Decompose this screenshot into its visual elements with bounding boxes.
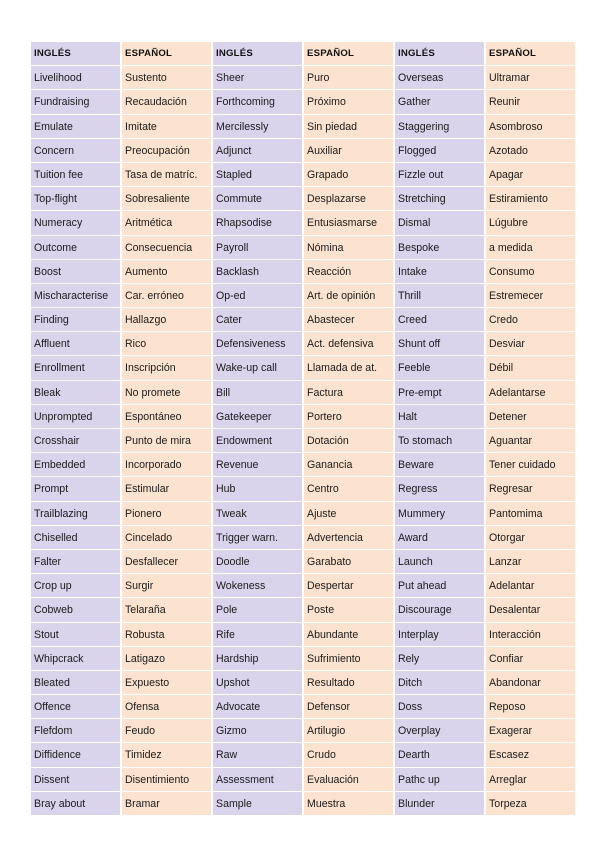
spanish-translation-cell: Telaraña (122, 598, 211, 622)
english-term-cell: Top-flight (31, 187, 120, 211)
english-term-cell: Affluent (31, 332, 120, 356)
vocabulary-table (31, 42, 568, 816)
english-term-cell: Upshot (213, 671, 302, 695)
spanish-translation-cell: Inscripción (122, 356, 211, 380)
spanish-translation-cell: Confiar (486, 647, 575, 671)
spanish-translation-cell: Sobresaliente (122, 187, 211, 211)
spanish-translation-cell: Nómina (304, 236, 393, 260)
spanish-translation-cell: Act. defensiva (304, 332, 393, 356)
english-term-cell: Hub (213, 477, 302, 501)
english-term-cell: Adjunct (213, 139, 302, 163)
english-term-cell: Cobweb (31, 598, 120, 622)
english-term-cell: Payroll (213, 236, 302, 260)
english-term-cell: Revenue (213, 453, 302, 477)
spanish-translation-cell: Exagerar (486, 719, 575, 743)
english-term-cell: Mummery (395, 502, 484, 526)
english-term-cell: Discourage (395, 598, 484, 622)
english-term-cell: Shunt off (395, 332, 484, 356)
spanish-translation-cell: Reunir (486, 90, 575, 114)
spanish-translation-cell: Llamada de at. (304, 356, 393, 380)
spanish-translation-cell: Despertar (304, 574, 393, 598)
spanish-translation-cell: Auxiliar (304, 139, 393, 163)
english-term-cell: Gather (395, 90, 484, 114)
spanish-translation-cell: Estimular (122, 477, 211, 501)
english-term-cell: Tweak (213, 502, 302, 526)
spanish-translation-cell: Desplazarse (304, 187, 393, 211)
spanish-translation-cell: Abandonar (486, 671, 575, 695)
spanish-translation-cell: Asombroso (486, 115, 575, 139)
spanish-translation-cell: Detener (486, 405, 575, 429)
english-term-cell: Hardship (213, 647, 302, 671)
spanish-translation-cell: Ganancia (304, 453, 393, 477)
english-term-cell: Interplay (395, 623, 484, 647)
spanish-translation-cell: Apagar (486, 163, 575, 187)
spanish-translation-cell: Defensor (304, 695, 393, 719)
spanish-translation-cell: Entusiasmarse (304, 211, 393, 235)
english-term-cell: Launch (395, 550, 484, 574)
english-term-cell: Op-ed (213, 284, 302, 308)
spanish-translation-cell: Escasez (486, 743, 575, 767)
spanish-translation-cell: Sustento (122, 66, 211, 90)
english-term-cell: Feeble (395, 356, 484, 380)
english-term-cell: Endowment (213, 429, 302, 453)
english-term-cell: Stapled (213, 163, 302, 187)
english-term-cell: Pathc up (395, 768, 484, 792)
english-term-cell: Whipcrack (31, 647, 120, 671)
english-term-cell: Rife (213, 623, 302, 647)
spanish-translation-cell: Timidez (122, 743, 211, 767)
spanish-translation-cell: Lúgubre (486, 211, 575, 235)
spanish-translation-cell: Factura (304, 381, 393, 405)
spanish-translation-cell: Tasa de matríc. (122, 163, 211, 187)
spanish-translation-cell: Poste (304, 598, 393, 622)
spanish-translation-cell: Portero (304, 405, 393, 429)
spanish-translation-cell: Expuesto (122, 671, 211, 695)
spanish-translation-cell: Pionero (122, 502, 211, 526)
english-term-cell: Tuition fee (31, 163, 120, 187)
spanish-translation-cell: Recaudación (122, 90, 211, 114)
spanish-translation-cell: Regresar (486, 477, 575, 501)
english-term-cell: Diffidence (31, 743, 120, 767)
english-term-cell: Fizzle out (395, 163, 484, 187)
english-term-cell: Mercilessly (213, 115, 302, 139)
spanish-translation-cell: Adelantar (486, 574, 575, 598)
english-term-cell: Bespoke (395, 236, 484, 260)
spanish-translation-cell: Evaluación (304, 768, 393, 792)
spanish-translation-cell: Credo (486, 308, 575, 332)
spanish-translation-cell: Rico (122, 332, 211, 356)
english-term-cell: Rely (395, 647, 484, 671)
english-term-cell: Falter (31, 550, 120, 574)
spanish-translation-cell: Sufrimiento (304, 647, 393, 671)
english-term-cell: Defensiveness (213, 332, 302, 356)
spanish-translation-cell: Disentimiento (122, 768, 211, 792)
spanish-header: ESPAÑOL (304, 42, 393, 66)
english-term-cell: Offence (31, 695, 120, 719)
english-term-cell: Finding (31, 308, 120, 332)
spanish-translation-cell: Dotación (304, 429, 393, 453)
spanish-translation-cell: Incorporado (122, 453, 211, 477)
english-term-cell: Ditch (395, 671, 484, 695)
spanish-translation-cell: Débil (486, 356, 575, 380)
english-term-cell: Gatekeeper (213, 405, 302, 429)
english-term-cell: Staggering (395, 115, 484, 139)
english-term-cell: Flefdom (31, 719, 120, 743)
spanish-translation-cell: Estremecer (486, 284, 575, 308)
spanish-header: ESPAÑOL (486, 42, 575, 66)
spanish-translation-cell: Ultramar (486, 66, 575, 90)
english-term-cell: Intake (395, 260, 484, 284)
english-term-cell: To stomach (395, 429, 484, 453)
english-term-cell: Overseas (395, 66, 484, 90)
spanish-translation-cell: Reacción (304, 260, 393, 284)
spanish-translation-cell: Aumento (122, 260, 211, 284)
spanish-translation-cell: Feudo (122, 719, 211, 743)
english-term-cell: Raw (213, 743, 302, 767)
english-term-cell: Sample (213, 792, 302, 816)
spanish-translation-cell: Ajuste (304, 502, 393, 526)
english-term-cell: Creed (395, 308, 484, 332)
english-term-cell: Thrill (395, 284, 484, 308)
english-term-cell: Bleak (31, 381, 120, 405)
english-term-cell: Bray about (31, 792, 120, 816)
english-term-cell: Flogged (395, 139, 484, 163)
spanish-translation-cell: Lanzar (486, 550, 575, 574)
english-term-cell: Overplay (395, 719, 484, 743)
english-term-cell: Wake-up call (213, 356, 302, 380)
spanish-translation-cell: Latigazo (122, 647, 211, 671)
english-term-cell: Backlash (213, 260, 302, 284)
english-term-cell: Doss (395, 695, 484, 719)
english-term-cell: Trailblazing (31, 502, 120, 526)
english-term-cell: Stout (31, 623, 120, 647)
spanish-translation-cell: Grapado (304, 163, 393, 187)
english-term-cell: Doodle (213, 550, 302, 574)
english-term-cell: Award (395, 526, 484, 550)
spanish-translation-cell: Arreglar (486, 768, 575, 792)
english-term-cell: Gizmo (213, 719, 302, 743)
spanish-translation-cell: Advertencia (304, 526, 393, 550)
spanish-translation-cell: Desviar (486, 332, 575, 356)
english-term-cell: Concern (31, 139, 120, 163)
english-term-cell: Boost (31, 260, 120, 284)
english-term-cell: Stretching (395, 187, 484, 211)
english-term-cell: Bill (213, 381, 302, 405)
english-term-cell: Sheer (213, 66, 302, 90)
spanish-translation-cell: a medida (486, 236, 575, 260)
spanish-translation-cell: Muestra (304, 792, 393, 816)
english-term-cell: Put ahead (395, 574, 484, 598)
english-term-cell: Beware (395, 453, 484, 477)
english-term-cell: Chiselled (31, 526, 120, 550)
spanish-translation-cell: Espontáneo (122, 405, 211, 429)
english-term-cell: Crop up (31, 574, 120, 598)
spanish-translation-cell: Bramar (122, 792, 211, 816)
english-term-cell: Wokeness (213, 574, 302, 598)
spanish-translation-cell: Surgir (122, 574, 211, 598)
english-term-cell: Pre-empt (395, 381, 484, 405)
spanish-translation-cell: Tener cuidado (486, 453, 575, 477)
english-term-cell: Assessment (213, 768, 302, 792)
spanish-translation-cell: Hallazgo (122, 308, 211, 332)
spanish-translation-cell: Estiramiento (486, 187, 575, 211)
spanish-translation-cell: Torpeza (486, 792, 575, 816)
english-header: INGLÉS (213, 42, 302, 66)
spanish-translation-cell: Robusta (122, 623, 211, 647)
english-term-cell: Halt (395, 405, 484, 429)
english-term-cell: Embedded (31, 453, 120, 477)
english-term-cell: Regress (395, 477, 484, 501)
spanish-translation-cell: Abastecer (304, 308, 393, 332)
english-term-cell: Enrollment (31, 356, 120, 380)
english-term-cell: Unprompted (31, 405, 120, 429)
english-term-cell: Bleated (31, 671, 120, 695)
english-term-cell: Outcome (31, 236, 120, 260)
spanish-translation-cell: Artilugio (304, 719, 393, 743)
spanish-translation-cell: Imitate (122, 115, 211, 139)
spanish-translation-cell: Aritmética (122, 211, 211, 235)
spanish-translation-cell: Otorgar (486, 526, 575, 550)
spanish-translation-cell: Reposo (486, 695, 575, 719)
spanish-translation-cell: Abundante (304, 623, 393, 647)
spanish-translation-cell: Interacción (486, 623, 575, 647)
spanish-translation-cell: Consumo (486, 260, 575, 284)
english-term-cell: Prompt (31, 477, 120, 501)
spanish-translation-cell: Punto de mira (122, 429, 211, 453)
english-term-cell: Fundraising (31, 90, 120, 114)
spanish-translation-cell: Car. erróneo (122, 284, 211, 308)
english-term-cell: Rhapsodise (213, 211, 302, 235)
english-term-cell: Advocate (213, 695, 302, 719)
spanish-translation-cell: Desalentar (486, 598, 575, 622)
spanish-translation-cell: Consecuencia (122, 236, 211, 260)
spanish-header: ESPAÑOL (122, 42, 211, 66)
english-term-cell: Dearth (395, 743, 484, 767)
spanish-translation-cell: Preocupación (122, 139, 211, 163)
spanish-translation-cell: Garabato (304, 550, 393, 574)
spanish-translation-cell: Cincelado (122, 526, 211, 550)
english-term-cell: Commute (213, 187, 302, 211)
english-header: INGLÉS (31, 42, 120, 66)
english-term-cell: Dissent (31, 768, 120, 792)
spanish-translation-cell: Ofensa (122, 695, 211, 719)
spanish-translation-cell: Próximo (304, 90, 393, 114)
english-term-cell: Trigger warn. (213, 526, 302, 550)
spanish-translation-cell: Sin piedad (304, 115, 393, 139)
english-term-cell: Crosshair (31, 429, 120, 453)
spanish-translation-cell: Aguantar (486, 429, 575, 453)
english-term-cell: Cater (213, 308, 302, 332)
spanish-translation-cell: Puro (304, 66, 393, 90)
english-term-cell: Dismal (395, 211, 484, 235)
english-term-cell: Mischaracterise (31, 284, 120, 308)
english-term-cell: Numeracy (31, 211, 120, 235)
spanish-translation-cell: Centro (304, 477, 393, 501)
spanish-translation-cell: No promete (122, 381, 211, 405)
spanish-translation-cell: Azotado (486, 139, 575, 163)
spanish-translation-cell: Desfallecer (122, 550, 211, 574)
english-term-cell: Emulate (31, 115, 120, 139)
english-header: INGLÉS (395, 42, 484, 66)
spanish-translation-cell: Art. de opinión (304, 284, 393, 308)
english-term-cell: Forthcoming (213, 90, 302, 114)
spanish-translation-cell: Pantomima (486, 502, 575, 526)
english-term-cell: Blunder (395, 792, 484, 816)
english-term-cell: Livelihood (31, 66, 120, 90)
spanish-translation-cell: Adelantarse (486, 381, 575, 405)
spanish-translation-cell: Resultado (304, 671, 393, 695)
spanish-translation-cell: Crudo (304, 743, 393, 767)
english-term-cell: Pole (213, 598, 302, 622)
